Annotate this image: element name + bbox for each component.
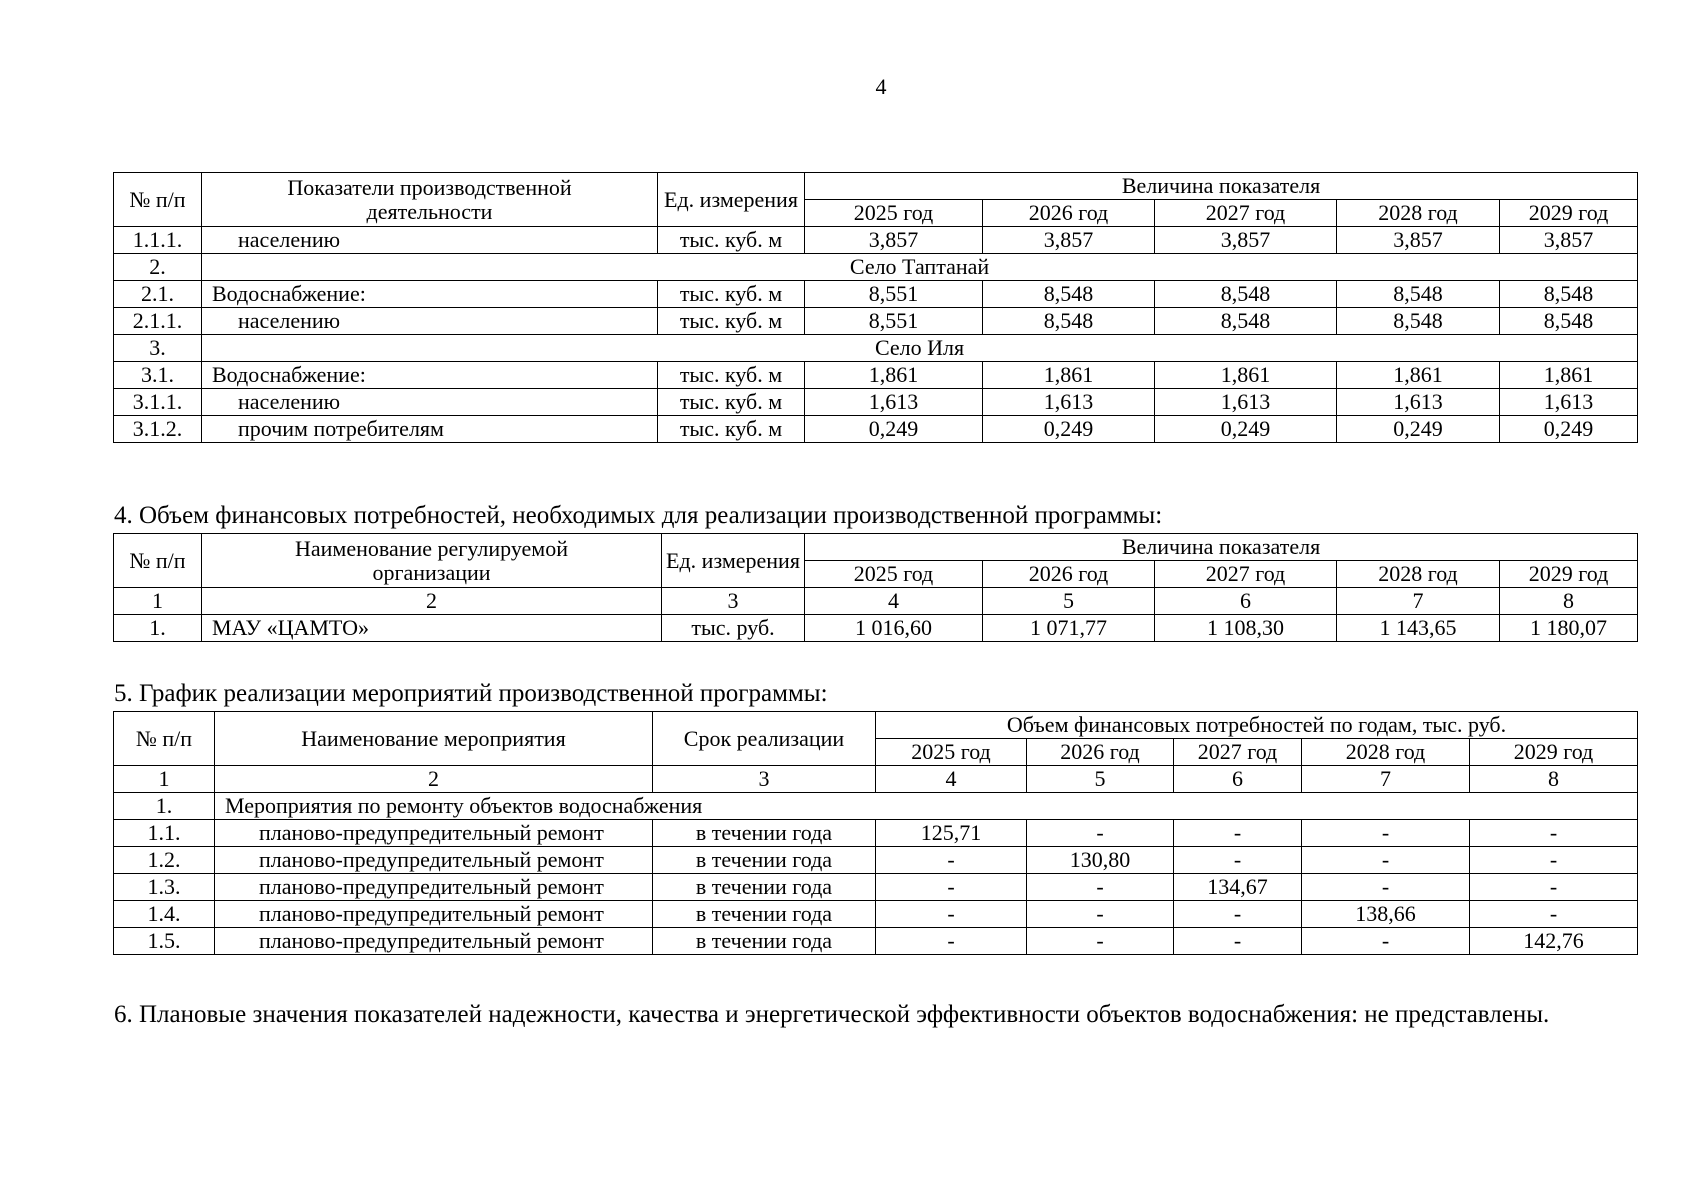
row-value: 0,249 bbox=[805, 416, 983, 443]
row-name: населению bbox=[202, 389, 658, 416]
row-value: - bbox=[1302, 847, 1470, 874]
header-year: 2025 год bbox=[876, 739, 1027, 766]
table-row bbox=[114, 928, 1638, 955]
row-value: 0,249 bbox=[1155, 416, 1337, 443]
activities-schedule-table bbox=[113, 711, 1638, 955]
table-row bbox=[114, 820, 1638, 847]
row-value: 138,66 bbox=[1302, 901, 1470, 928]
table-row bbox=[114, 227, 1638, 254]
row-num: 1.1. bbox=[114, 820, 215, 847]
row-num: 1.1.1. bbox=[114, 227, 202, 254]
col-number: 2 bbox=[215, 766, 653, 793]
header-value: Величина показателя bbox=[805, 534, 1638, 561]
row-num: 3.1. bbox=[114, 362, 202, 389]
header-year: 2025 год bbox=[805, 200, 983, 227]
row-value: 1,613 bbox=[1155, 389, 1337, 416]
header-num: № п/п bbox=[114, 534, 202, 588]
header-finance: Объем финансовых потребностей по годам, тыс. руб. bbox=[876, 712, 1638, 739]
row-value: 1,861 bbox=[1155, 362, 1337, 389]
header-unit: Ед. измерения bbox=[658, 173, 805, 227]
row-value: - bbox=[1174, 820, 1302, 847]
row-num: 1. bbox=[114, 615, 202, 642]
header-year: 2026 год bbox=[983, 200, 1155, 227]
row-num: 3. bbox=[114, 335, 202, 362]
header-indicator: Показатели производственной деятельности bbox=[202, 173, 658, 227]
row-value: 0,249 bbox=[1337, 416, 1500, 443]
col-number: 6 bbox=[1155, 588, 1337, 615]
row-unit: тыс. куб. м bbox=[658, 227, 805, 254]
row-num: 1. bbox=[114, 793, 215, 820]
row-num: 1.5. bbox=[114, 928, 215, 955]
header-name: Наименование мероприятия bbox=[215, 712, 653, 766]
page-number: 4 bbox=[875, 74, 887, 99]
col-number: 1 bbox=[114, 766, 215, 793]
row-value: 142,76 bbox=[1470, 928, 1638, 955]
row-value: 1,613 bbox=[1500, 389, 1638, 416]
row-value: 8,548 bbox=[983, 281, 1155, 308]
row-value: 1 108,30 bbox=[1155, 615, 1337, 642]
header-year: 2027 год bbox=[1155, 200, 1337, 227]
row-value: 1 143,65 bbox=[1337, 615, 1500, 642]
column-numbers-row bbox=[114, 588, 1638, 615]
table-row bbox=[114, 281, 1638, 308]
row-value: 134,67 bbox=[1174, 874, 1302, 901]
table-row bbox=[114, 362, 1638, 389]
row-term: в течении года bbox=[653, 874, 876, 901]
row-num: 1.3. bbox=[114, 874, 215, 901]
header-unit: Ед. измерения bbox=[662, 534, 805, 588]
row-value: 130,80 bbox=[1027, 847, 1174, 874]
row-unit: тыс. куб. м bbox=[658, 308, 805, 335]
row-num: 2. bbox=[114, 254, 202, 281]
row-num: 2.1. bbox=[114, 281, 202, 308]
row-value: 0,249 bbox=[1500, 416, 1638, 443]
row-value: 1 016,60 bbox=[805, 615, 983, 642]
section-row bbox=[114, 254, 1638, 281]
header-num: № п/п bbox=[114, 173, 202, 227]
row-unit: тыс. куб. м bbox=[658, 389, 805, 416]
col-number: 5 bbox=[983, 588, 1155, 615]
row-num: 3.1.1. bbox=[114, 389, 202, 416]
row-value: - bbox=[1470, 820, 1638, 847]
group-title: Мероприятия по ремонту объектов водоснабжения bbox=[215, 793, 1638, 820]
row-unit: тыс. куб. м bbox=[658, 281, 805, 308]
col-number: 4 bbox=[805, 588, 983, 615]
header-num: № п/п bbox=[114, 712, 215, 766]
table-row bbox=[114, 901, 1638, 928]
row-value: 0,249 bbox=[983, 416, 1155, 443]
header-year: 2028 год bbox=[1337, 200, 1500, 227]
table-row bbox=[114, 847, 1638, 874]
row-value: 1,861 bbox=[805, 362, 983, 389]
header-year: 2029 год bbox=[1500, 561, 1638, 588]
col-number: 4 bbox=[876, 766, 1027, 793]
row-value: 1,613 bbox=[805, 389, 983, 416]
row-value: - bbox=[1027, 901, 1174, 928]
row-value: - bbox=[1470, 874, 1638, 901]
column-numbers-row bbox=[114, 766, 1638, 793]
col-number: 3 bbox=[653, 766, 876, 793]
row-name: населению bbox=[202, 308, 658, 335]
row-value: - bbox=[1302, 820, 1470, 847]
row-value: 3,857 bbox=[1337, 227, 1500, 254]
row-term: в течении года bbox=[653, 928, 876, 955]
row-value: - bbox=[876, 901, 1027, 928]
header-term: Срок реализации bbox=[653, 712, 876, 766]
row-unit: тыс. куб. м bbox=[658, 362, 805, 389]
row-value: 1,613 bbox=[1337, 389, 1500, 416]
col-number: 3 bbox=[662, 588, 805, 615]
col-number: 8 bbox=[1470, 766, 1638, 793]
group-row bbox=[114, 793, 1638, 820]
row-value: 8,548 bbox=[1155, 281, 1337, 308]
col-number: 5 bbox=[1027, 766, 1174, 793]
row-value: 8,548 bbox=[1500, 281, 1638, 308]
section4-heading: 4. Объем финансовых потребностей, необходимых для реализации производственной программы: bbox=[114, 502, 1163, 529]
row-value: - bbox=[1470, 901, 1638, 928]
row-value: - bbox=[1174, 928, 1302, 955]
col-number: 2 bbox=[202, 588, 662, 615]
row-name: Водоснабжение: bbox=[202, 281, 658, 308]
row-term: в течении года bbox=[653, 847, 876, 874]
row-num: 1.4. bbox=[114, 901, 215, 928]
row-value: - bbox=[876, 928, 1027, 955]
section-title: Село Иля bbox=[202, 335, 1638, 362]
row-value: 1 180,07 bbox=[1500, 615, 1638, 642]
header-year: 2027 год bbox=[1155, 561, 1337, 588]
row-value: 3,857 bbox=[805, 227, 983, 254]
row-value: 1,861 bbox=[983, 362, 1155, 389]
row-value: 3,857 bbox=[1155, 227, 1337, 254]
row-value: - bbox=[1302, 874, 1470, 901]
col-number: 7 bbox=[1337, 588, 1500, 615]
row-value: - bbox=[1174, 847, 1302, 874]
row-name: планово-предупредительный ремонт bbox=[215, 901, 653, 928]
row-value: - bbox=[876, 847, 1027, 874]
row-value: - bbox=[1027, 874, 1174, 901]
row-value: 8,548 bbox=[1500, 308, 1638, 335]
row-value: 1 071,77 bbox=[983, 615, 1155, 642]
row-value: 1,861 bbox=[1500, 362, 1638, 389]
col-number: 1 bbox=[114, 588, 202, 615]
header-year: 2026 год bbox=[1027, 739, 1174, 766]
row-value: 8,548 bbox=[1155, 308, 1337, 335]
row-value: 1,613 bbox=[983, 389, 1155, 416]
row-value: - bbox=[1027, 928, 1174, 955]
row-value: 3,857 bbox=[1500, 227, 1638, 254]
row-value: - bbox=[1027, 820, 1174, 847]
section-title: Село Таптанай bbox=[202, 254, 1638, 281]
table-row bbox=[114, 615, 1638, 642]
header-year: 2026 год bbox=[983, 561, 1155, 588]
row-name: планово-предупредительный ремонт bbox=[215, 847, 653, 874]
row-value: - bbox=[1302, 928, 1470, 955]
row-name: планово-предупредительный ремонт bbox=[215, 874, 653, 901]
table-row bbox=[114, 874, 1638, 901]
header-year: 2028 год bbox=[1337, 561, 1500, 588]
row-value: 3,857 bbox=[983, 227, 1155, 254]
production-indicators-table bbox=[113, 172, 1638, 443]
financial-needs-table bbox=[113, 533, 1638, 642]
row-value: 8,548 bbox=[1337, 308, 1500, 335]
row-value: 125,71 bbox=[876, 820, 1027, 847]
row-name: планово-предупредительный ремонт bbox=[215, 820, 653, 847]
row-name: планово-предупредительный ремонт bbox=[215, 928, 653, 955]
header-value: Величина показателя bbox=[805, 173, 1638, 200]
row-value: 8,548 bbox=[1337, 281, 1500, 308]
row-unit: тыс. руб. bbox=[662, 615, 805, 642]
row-value: 1,861 bbox=[1337, 362, 1500, 389]
row-num: 2.1.1. bbox=[114, 308, 202, 335]
row-name: Водоснабжение: bbox=[202, 362, 658, 389]
section6-paragraph: 6. Плановые значения показателей надежности, качества и энергетической эффективности объектов водоснабжения: не представлены. bbox=[114, 1001, 1550, 1028]
row-value: 8,548 bbox=[983, 308, 1155, 335]
section5-heading: 5. График реализации мероприятий производственной программы: bbox=[114, 680, 828, 707]
row-value: 8,551 bbox=[805, 308, 983, 335]
header-year: 2029 год bbox=[1500, 200, 1638, 227]
row-name: МАУ «ЦАМТО» bbox=[202, 615, 662, 642]
row-name: прочим потребителям bbox=[202, 416, 658, 443]
col-number: 8 bbox=[1500, 588, 1638, 615]
row-name: населению bbox=[202, 227, 658, 254]
header-org: Наименование регулируемой организации bbox=[202, 534, 662, 588]
row-value: - bbox=[1174, 901, 1302, 928]
row-value: - bbox=[1470, 847, 1638, 874]
row-unit: тыс. куб. м bbox=[658, 416, 805, 443]
col-number: 6 bbox=[1174, 766, 1302, 793]
table-row bbox=[114, 389, 1638, 416]
section-row bbox=[114, 335, 1638, 362]
header-year: 2025 год bbox=[805, 561, 983, 588]
header-year: 2029 год bbox=[1470, 739, 1638, 766]
row-num: 3.1.2. bbox=[114, 416, 202, 443]
row-num: 1.2. bbox=[114, 847, 215, 874]
table-row bbox=[114, 308, 1638, 335]
col-number: 7 bbox=[1302, 766, 1470, 793]
header-year: 2027 год bbox=[1174, 739, 1302, 766]
row-value: - bbox=[876, 874, 1027, 901]
header-year: 2028 год bbox=[1302, 739, 1470, 766]
row-value: 8,551 bbox=[805, 281, 983, 308]
row-term: в течении года bbox=[653, 901, 876, 928]
row-term: в течении года bbox=[653, 820, 876, 847]
table-row bbox=[114, 416, 1638, 443]
